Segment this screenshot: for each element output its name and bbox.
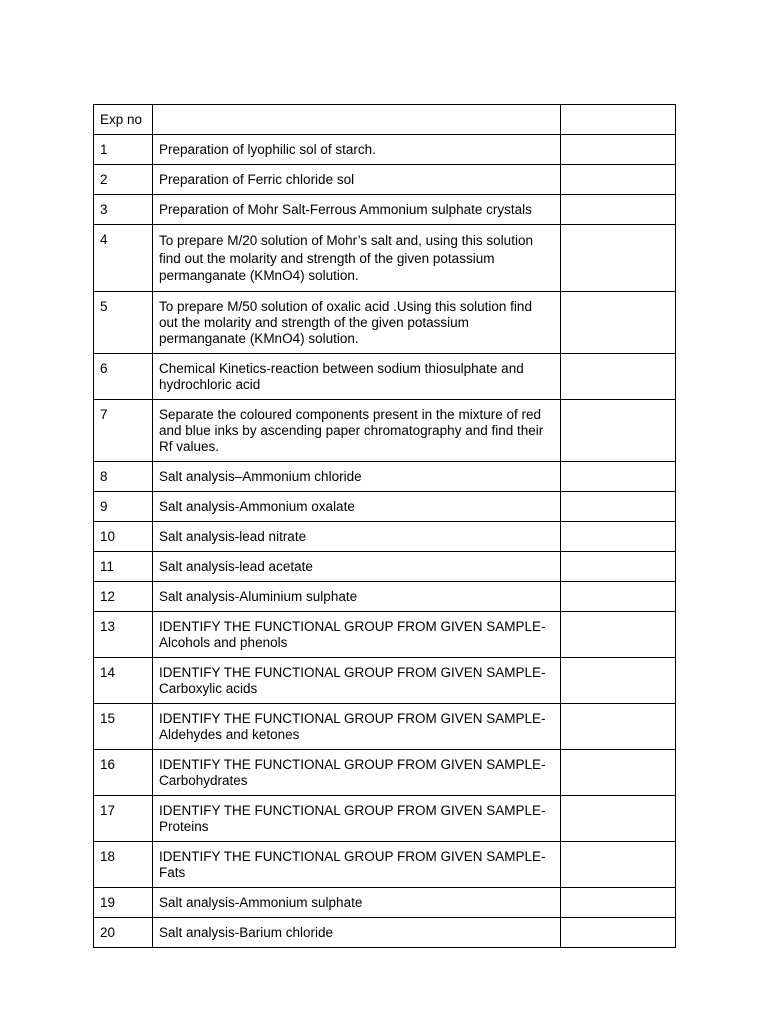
- exp-extra-cell: [561, 353, 676, 399]
- table-row: [94, 225, 676, 292]
- exp-number: 1: [94, 135, 153, 165]
- exp-number: 9: [94, 491, 153, 521]
- exp-title: Preparation of lyophilic sol of starch.: [153, 135, 561, 165]
- exp-number: 4: [94, 225, 153, 292]
- exp-title: To prepare M/20 solution of Mohr’s salt and, using this solution find out the molarity and strength of the given potassium permanganate (KMnO4) solution.: [153, 225, 561, 292]
- exp-number: 14: [94, 657, 153, 703]
- exp-extra-cell: [561, 291, 676, 353]
- exp-extra-cell: [561, 225, 676, 292]
- exp-title: Separate the coloured components present in the mixture of red and blue inks by ascending paper chromatography and find their Rf values.: [153, 399, 561, 461]
- exp-number: 18: [94, 841, 153, 887]
- exp-title: Salt analysis-Barium chloride: [153, 917, 561, 947]
- exp-title: IDENTIFY THE FUNCTIONAL GROUP FROM GIVEN SAMPLE-Alcohols and phenols: [153, 611, 561, 657]
- exp-number: 2: [94, 165, 153, 195]
- exp-extra-cell: [561, 165, 676, 195]
- exp-extra-cell: [561, 749, 676, 795]
- table-row: [94, 917, 676, 947]
- exp-extra-cell: [561, 521, 676, 551]
- exp-number: 3: [94, 195, 153, 225]
- exp-number: 10: [94, 521, 153, 551]
- table-row: [94, 795, 676, 841]
- table-row: [94, 551, 676, 581]
- exp-title: IDENTIFY THE FUNCTIONAL GROUP FROM GIVEN SAMPLE-Carboxylic acids: [153, 657, 561, 703]
- exp-extra-cell: [561, 887, 676, 917]
- exp-extra-cell: [561, 657, 676, 703]
- table-row: [94, 195, 676, 225]
- exp-title: IDENTIFY THE FUNCTIONAL GROUP FROM GIVEN SAMPLE-Fats: [153, 841, 561, 887]
- table-row: [94, 399, 676, 461]
- exp-extra-cell: [561, 841, 676, 887]
- exp-title: Salt analysis-lead acetate: [153, 551, 561, 581]
- exp-extra-cell: [561, 611, 676, 657]
- exp-extra-cell: [561, 703, 676, 749]
- experiment-table: [93, 104, 676, 948]
- header-extra: [561, 105, 676, 135]
- exp-title: Salt analysis-Ammonium sulphate: [153, 887, 561, 917]
- exp-number: 16: [94, 749, 153, 795]
- exp-title: Salt analysis-Ammonium oxalate: [153, 491, 561, 521]
- table-row: [94, 703, 676, 749]
- exp-extra-cell: [561, 135, 676, 165]
- exp-number: 5: [94, 291, 153, 353]
- table-row: [94, 581, 676, 611]
- exp-title: Salt analysis–Ammonium chloride: [153, 461, 561, 491]
- table-row: [94, 165, 676, 195]
- table-row: [94, 657, 676, 703]
- exp-number: 7: [94, 399, 153, 461]
- exp-number: 13: [94, 611, 153, 657]
- exp-extra-cell: [561, 461, 676, 491]
- exp-number: 6: [94, 353, 153, 399]
- table-row: [94, 491, 676, 521]
- table-row: [94, 461, 676, 491]
- table-header-row: [94, 105, 676, 135]
- exp-title: IDENTIFY THE FUNCTIONAL GROUP FROM GIVEN SAMPLE-Aldehydes and ketones: [153, 703, 561, 749]
- exp-title: Preparation of Mohr Salt-Ferrous Ammonium sulphate crystals: [153, 195, 561, 225]
- exp-title: Preparation of Ferric chloride sol: [153, 165, 561, 195]
- exp-number: 8: [94, 461, 153, 491]
- exp-extra-cell: [561, 551, 676, 581]
- exp-title: Salt analysis-lead nitrate: [153, 521, 561, 551]
- exp-extra-cell: [561, 195, 676, 225]
- exp-extra-cell: [561, 399, 676, 461]
- table-row: [94, 611, 676, 657]
- exp-title: To prepare M/50 solution of oxalic acid .Using this solution find out the molarity and strength of the given potassium permanganate (KMnO4) solution.: [153, 291, 561, 353]
- exp-title: Salt analysis-Aluminium sulphate: [153, 581, 561, 611]
- exp-extra-cell: [561, 581, 676, 611]
- exp-title: IDENTIFY THE FUNCTIONAL GROUP FROM GIVEN SAMPLE-Carbohydrates: [153, 749, 561, 795]
- table-row: [94, 291, 676, 353]
- table-row: [94, 353, 676, 399]
- exp-number: 12: [94, 581, 153, 611]
- table-row: [94, 521, 676, 551]
- exp-number: 19: [94, 887, 153, 917]
- table-row: [94, 841, 676, 887]
- table-row: [94, 749, 676, 795]
- exp-title: IDENTIFY THE FUNCTIONAL GROUP FROM GIVEN SAMPLE-Proteins: [153, 795, 561, 841]
- exp-extra-cell: [561, 917, 676, 947]
- header-title: [153, 105, 561, 135]
- header-exp-no: Exp no: [94, 105, 153, 135]
- table-row: [94, 887, 676, 917]
- exp-extra-cell: [561, 795, 676, 841]
- exp-number: 17: [94, 795, 153, 841]
- exp-number: 15: [94, 703, 153, 749]
- exp-title: Chemical Kinetics-reaction between sodium thiosulphate and hydrochloric acid: [153, 353, 561, 399]
- table-row: [94, 135, 676, 165]
- exp-number: 11: [94, 551, 153, 581]
- exp-extra-cell: [561, 491, 676, 521]
- exp-number: 20: [94, 917, 153, 947]
